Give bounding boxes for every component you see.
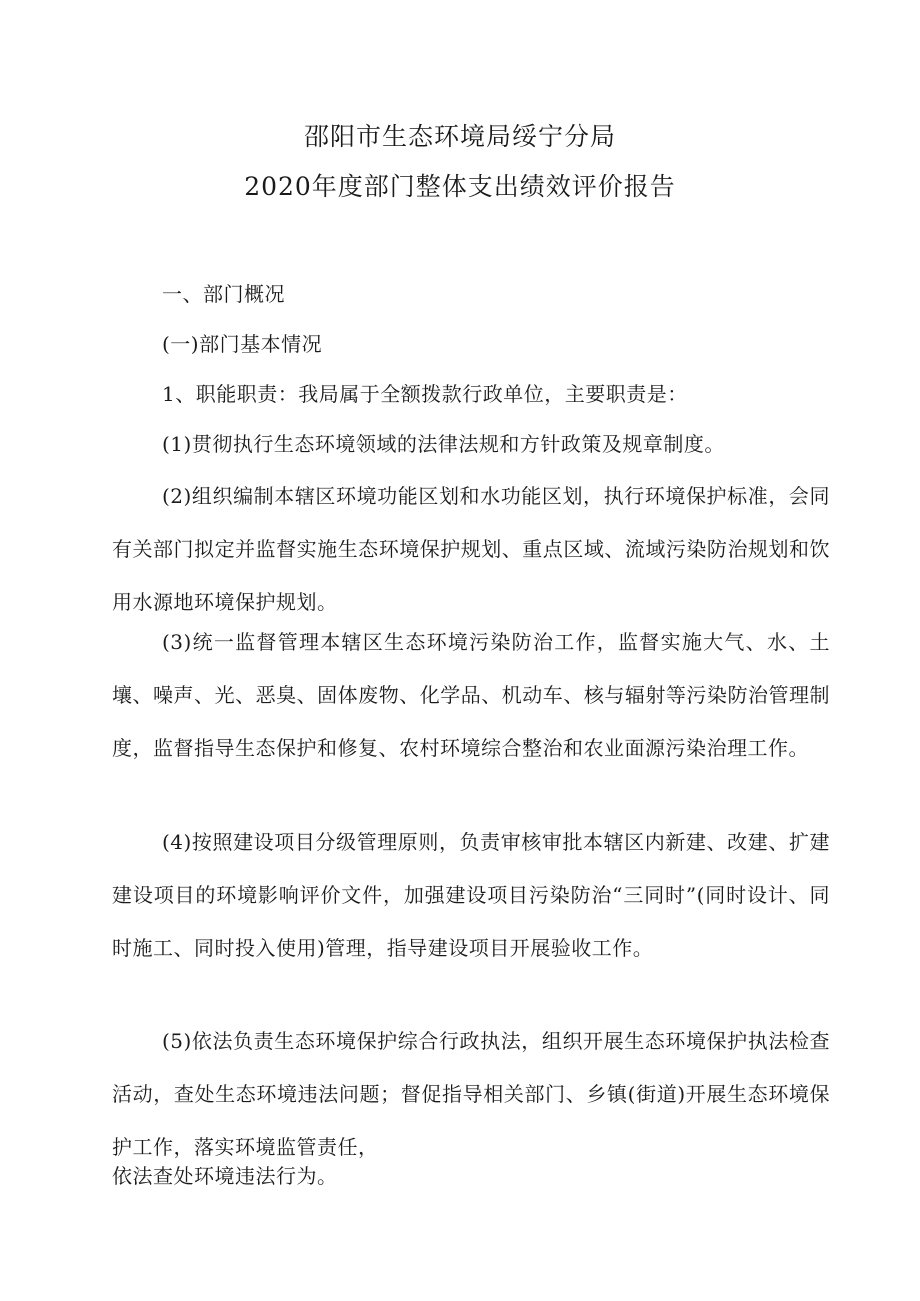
duties-intro: 1、职能职责：我局属于全额拨款行政单位，主要职责是：: [162, 382, 688, 406]
subsection-heading: (一)部门基本情况: [162, 332, 323, 356]
duty-4-paragraph: (4)按照建设项目分级管理原则，负责审核审批本辖区内新建、改建、扩建建设项目的环境影响评价文件，加强建设项目污染防治“三同时”(同时设计、同时施工、同时投入使用)管理，指导建设项目开展验收工作。: [112, 830, 830, 960]
duty-1-paragraph: (1)贯彻执行生态环境领域的法律法规和方针政策及规章制度。: [162, 432, 725, 456]
duty-2-paragraph: (2)组织编制本辖区环境功能区划和水功能区划，执行环境保护标准，会同有关部门拟定并监督实施生态环境保护规划、重点区域、流域污染防治规划和饮用水源地环境保护规划。: [112, 484, 830, 614]
report-title-line2: 2020年度部门整体支出绩效评价报告: [244, 172, 676, 201]
duty-5-paragraph: (5)依法负责生态环境保护综合行政执法，组织开展生态环境保护执法检查活动，查处生态环境违法问题；督促指导相关部门、乡镇(街道)开展生态环境保护工作，落实环境监管责任，: [112, 1029, 830, 1159]
duty-5-continuation: 依法查处环境违法行为。: [112, 1164, 338, 1188]
duty-3-paragraph: (3)统一监督管理本辖区生态环境污染防治工作，监督实施大气、水、土壤、噪声、光、恶臭、固体废物、化学品、机动车、核与辐射等污染防治管理制度，监督指导生态保护和修复、农村环境综合整治和农业面源污染治理工作。: [112, 630, 830, 760]
section-heading: 一、部门概况: [162, 282, 285, 306]
report-title-line1: 邵阳市生态环境局绥宁分局: [303, 122, 616, 151]
